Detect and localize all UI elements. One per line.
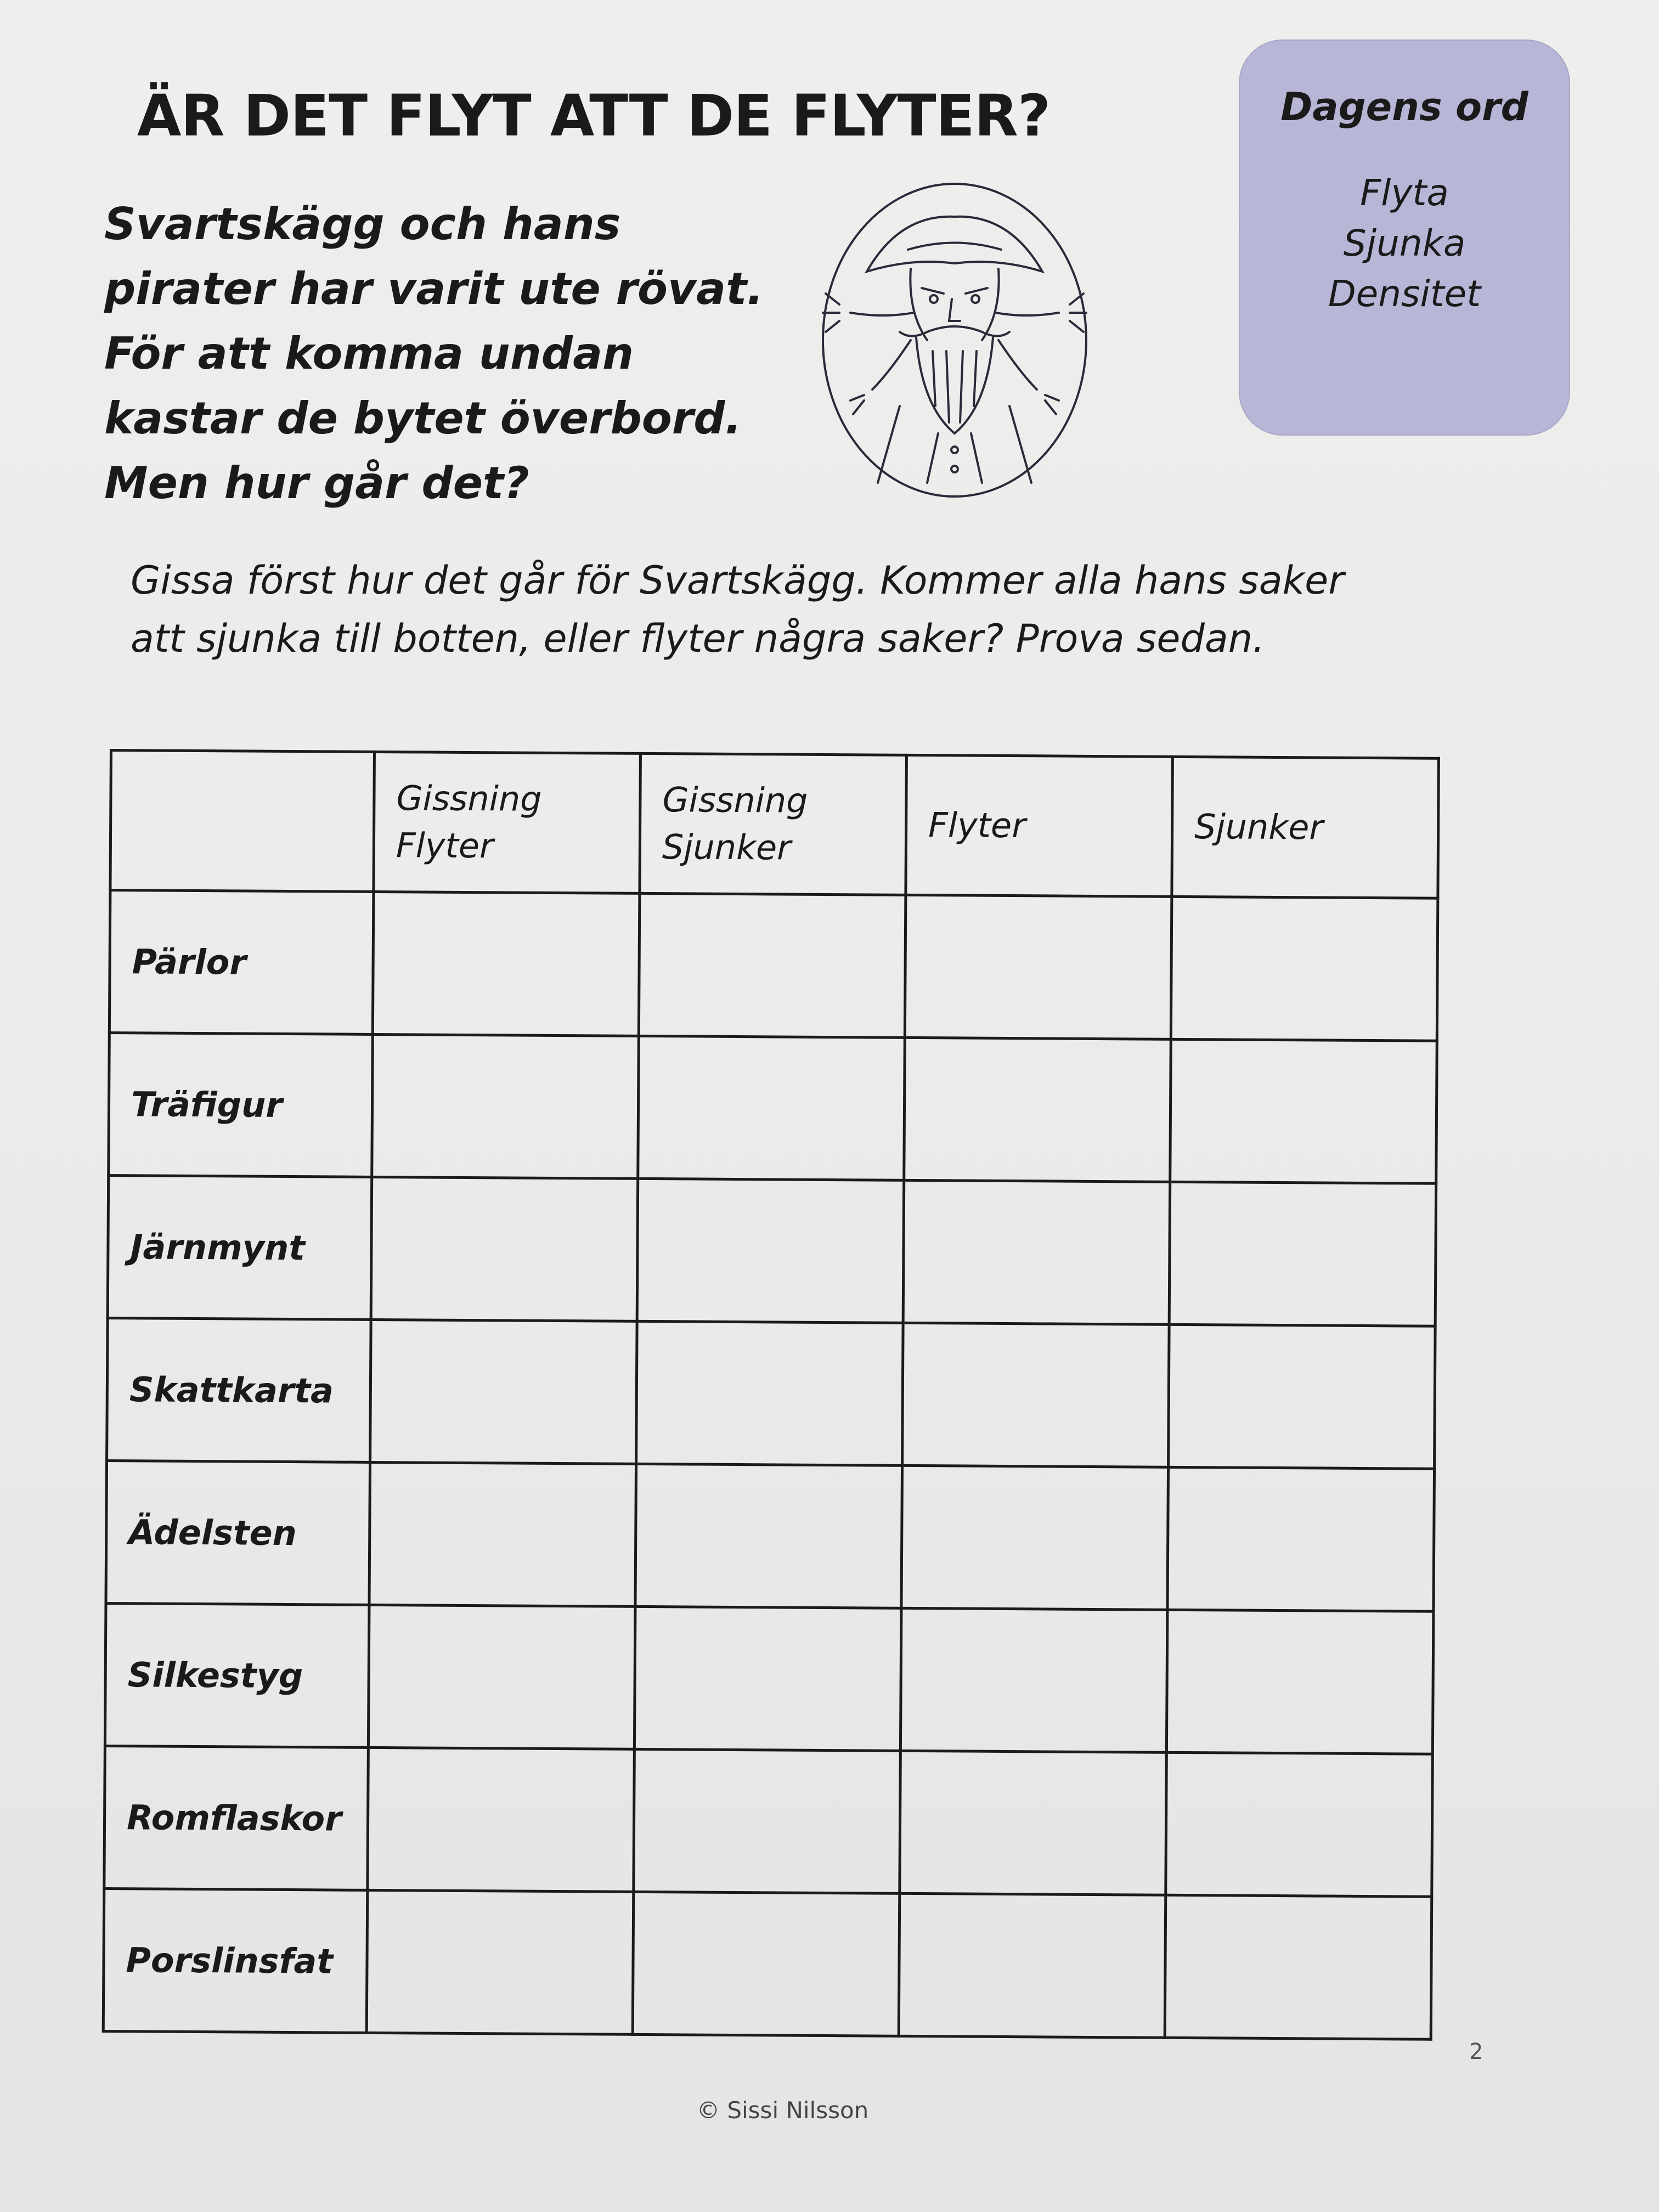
table-row bbox=[106, 1460, 1435, 1611]
row-label: Järnmynt bbox=[108, 1176, 372, 1320]
pirate-portrait-illustration bbox=[763, 176, 1152, 516]
answer-cell[interactable] bbox=[366, 1890, 634, 2034]
table-header-sink: Sjunker bbox=[1172, 757, 1439, 898]
answer-cell[interactable] bbox=[900, 1608, 1167, 1752]
answer-cell[interactable] bbox=[372, 1034, 639, 1178]
answer-cell[interactable] bbox=[900, 1751, 1167, 1895]
answer-cell[interactable] bbox=[1165, 1895, 1432, 2039]
table-header-row bbox=[110, 751, 1439, 899]
daily-words-box bbox=[1239, 40, 1570, 436]
answer-cell[interactable] bbox=[905, 895, 1172, 1039]
table-row bbox=[105, 1603, 1434, 1754]
table-header-empty bbox=[110, 751, 375, 892]
instruction-line: att sjunka till botten, eller flyter några saker? Prova sedan. bbox=[131, 616, 1265, 661]
answer-cell[interactable] bbox=[1169, 1182, 1436, 1326]
table-row bbox=[109, 890, 1438, 1041]
answer-cell[interactable] bbox=[373, 891, 640, 1036]
row-label: Träfigur bbox=[109, 1033, 373, 1177]
answer-cell[interactable] bbox=[371, 1177, 638, 1321]
daily-word: Densitet bbox=[1328, 273, 1481, 315]
table-row bbox=[109, 1033, 1437, 1184]
intro-line: Svartskägg och hans bbox=[104, 199, 621, 250]
intro-line: kastar de bytet överbord. bbox=[104, 393, 742, 444]
instructions bbox=[131, 551, 1392, 668]
answer-cell[interactable] bbox=[1171, 896, 1438, 1041]
answer-cell[interactable] bbox=[1166, 1752, 1433, 1897]
intro-line: Men hur går det? bbox=[104, 458, 529, 509]
answer-cell[interactable] bbox=[633, 1892, 900, 2036]
table-row bbox=[107, 1318, 1436, 1469]
answer-cell[interactable] bbox=[370, 1319, 637, 1464]
page-number: 2 bbox=[1469, 2039, 1483, 2064]
daily-words-title: Dagens ord bbox=[1280, 84, 1528, 129]
answer-cell[interactable] bbox=[901, 1465, 1169, 1610]
row-label: Pärlor bbox=[109, 890, 374, 1035]
float-sink-table bbox=[102, 749, 1440, 2041]
answer-cell[interactable] bbox=[904, 1037, 1171, 1182]
answer-cell[interactable] bbox=[634, 1606, 901, 1751]
table-header-float: Flyter bbox=[906, 755, 1173, 896]
intro-line: pirater har varit ute rövat. bbox=[104, 263, 764, 314]
answer-cell[interactable] bbox=[369, 1462, 636, 1606]
row-label: Porslinsfat bbox=[103, 1888, 368, 2033]
page-title: ÄR DET FLYT ATT DE FLYTER? bbox=[137, 82, 1051, 149]
intro-text bbox=[104, 192, 790, 516]
row-label: Ädelsten bbox=[106, 1460, 370, 1605]
row-label: Skattkarta bbox=[107, 1318, 371, 1462]
table-row bbox=[104, 1746, 1433, 1897]
daily-word: Sjunka bbox=[1343, 222, 1466, 264]
answer-cell[interactable] bbox=[634, 1749, 901, 1893]
answer-cell[interactable] bbox=[635, 1464, 902, 1608]
answer-cell[interactable] bbox=[1167, 1467, 1435, 1611]
intro-line: För att komma undan bbox=[104, 328, 634, 379]
daily-word: Flyta bbox=[1360, 172, 1449, 214]
answer-cell[interactable] bbox=[902, 1323, 1170, 1467]
answer-cell[interactable] bbox=[899, 1893, 1166, 2038]
answer-cell[interactable] bbox=[1170, 1039, 1437, 1183]
row-label: Romflaskor bbox=[104, 1746, 369, 1890]
answer-cell[interactable] bbox=[638, 1036, 905, 1180]
daily-words-list bbox=[1240, 168, 1569, 319]
table-header-guess-sink: Gissning Sjunker bbox=[640, 753, 907, 895]
instruction-line: Gissa först hur det går för Svartskägg. Kommer alla hans saker bbox=[131, 558, 1345, 603]
copyright-notice: © Sissi Nilsson bbox=[697, 2097, 869, 2124]
answer-cell[interactable] bbox=[637, 1178, 904, 1323]
answer-cell[interactable] bbox=[903, 1180, 1170, 1324]
answer-cell[interactable] bbox=[636, 1321, 904, 1465]
answer-cell[interactable] bbox=[368, 1605, 635, 1749]
answer-cell[interactable] bbox=[1166, 1610, 1434, 1754]
table-row bbox=[103, 1888, 1432, 2039]
answer-cell[interactable] bbox=[1169, 1324, 1436, 1469]
answer-cell[interactable] bbox=[639, 893, 906, 1037]
table-header-guess-float: Gissning Flyter bbox=[374, 752, 641, 893]
row-label: Silkestyg bbox=[105, 1603, 369, 1747]
table-row bbox=[108, 1176, 1436, 1327]
answer-cell[interactable] bbox=[368, 1747, 635, 1892]
